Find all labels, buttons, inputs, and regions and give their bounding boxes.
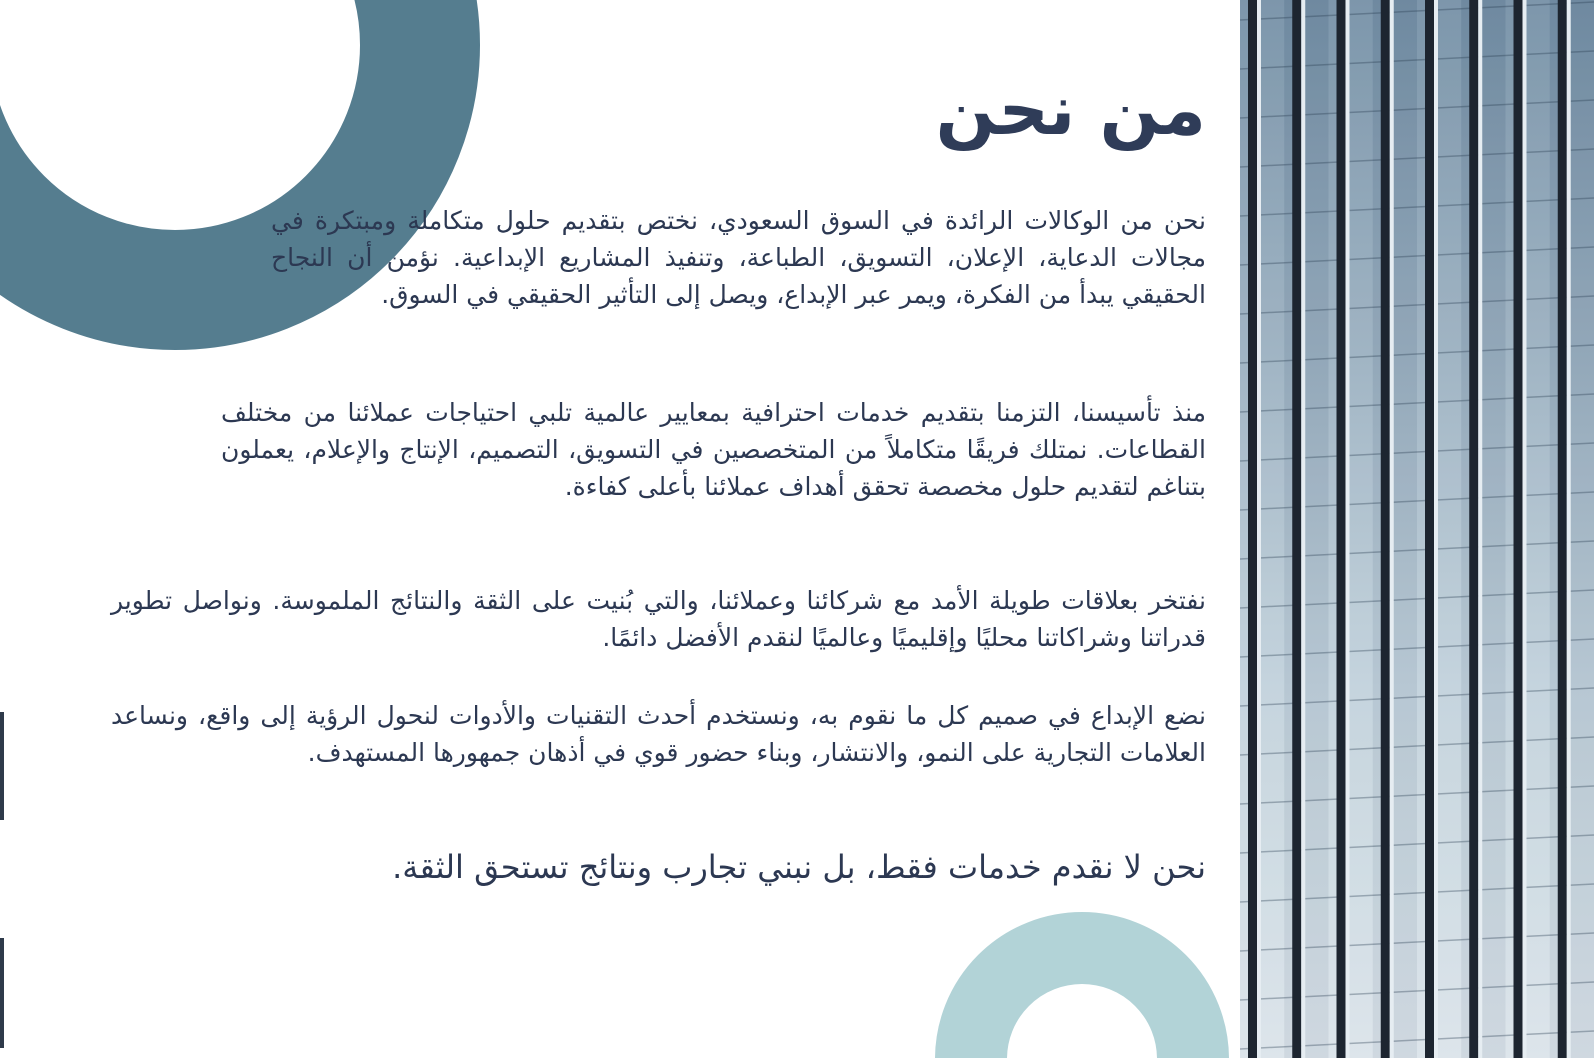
- partners-paragraph: نفتخر بعلاقات طويلة الأمد مع شركائنا وعملائنا، والتي بُنيت على الثقة والنتائج الملموسة. ونواصل تطوير قدراتنا وشراكاتنا محليًا وإقليميًا وعالميًا لنقدم الأفضل دائمًا.: [111, 586, 1206, 652]
- glass-panel: [1329, 0, 1373, 1058]
- mullion: [1292, 0, 1301, 1058]
- mullion: [1469, 0, 1478, 1058]
- mullion-highlight: [1390, 0, 1394, 1058]
- mullion: [1248, 0, 1257, 1058]
- edge-mark: [0, 938, 4, 1048]
- glass-panel: [1240, 0, 1284, 1058]
- glass-panel: [1506, 0, 1550, 1058]
- intro-paragraph: نحن من الوكالات الرائدة في السوق السعودي، نختص بتقديم حلول متكاملة ومبتكرة في مجالات الدعاية، الإعلان، التسويق، الطباعة، وتنفيذ المشاريع الإبداعية. نؤمن أن النجاح الحقيقي يبدأ من الفكرة، ويمر عبر الإبداع، ويصل إلى التأثير الحقيقي في السوق.: [271, 206, 1206, 309]
- glass-panel: [1417, 0, 1461, 1058]
- mullion-highlight: [1346, 0, 1350, 1058]
- mullion: [1558, 0, 1567, 1058]
- mullion-highlight: [1478, 0, 1482, 1058]
- building-facade-image: [1240, 0, 1594, 1058]
- page-title: من نحن: [935, 69, 1206, 151]
- mullion-highlight: [1567, 0, 1571, 1058]
- mullion-highlight: [1301, 0, 1305, 1058]
- mullion-highlight: [1434, 0, 1438, 1058]
- mullion: [1514, 0, 1523, 1058]
- decorative-ring-bottom: [935, 912, 1229, 1058]
- edge-mark: [0, 712, 4, 820]
- mission-paragraph: منذ تأسيسنا، التزمنا بتقديم خدمات احترافية بمعايير عالمية تلبي احتياجات عملائنا من مختلف القطاعات. نمتلك فريقًا متكاملاً من المتخصصين في التسويق، التصميم، الإنتاج والإعلام، يعملون بتناغم لتقديم حلول مخصصة تحقق أهداف عملائنا بأعلى كفاءة.: [221, 398, 1206, 501]
- mullion: [1381, 0, 1390, 1058]
- mullion-highlight: [1257, 0, 1261, 1058]
- closing-statement: نحن لا نقدم خدمات فقط، بل نبني تجارب ونتائج تستحق الثقة.: [392, 848, 1206, 886]
- glass-panel: [1461, 0, 1505, 1058]
- mullion: [1337, 0, 1346, 1058]
- mullion-highlight: [1523, 0, 1527, 1058]
- creativity-paragraph: نضع الإبداع في صميم كل ما نقوم به، ونستخدم أحدث التقنيات والأدوات لنحول الرؤية إلى واقع، ونساعد العلامات التجارية على النمو، والانتشار، وبناء حضور قوي في أذهان جمهورها المستهدف.: [111, 701, 1206, 767]
- mullion: [1425, 0, 1434, 1058]
- glass-panel: [1550, 0, 1594, 1058]
